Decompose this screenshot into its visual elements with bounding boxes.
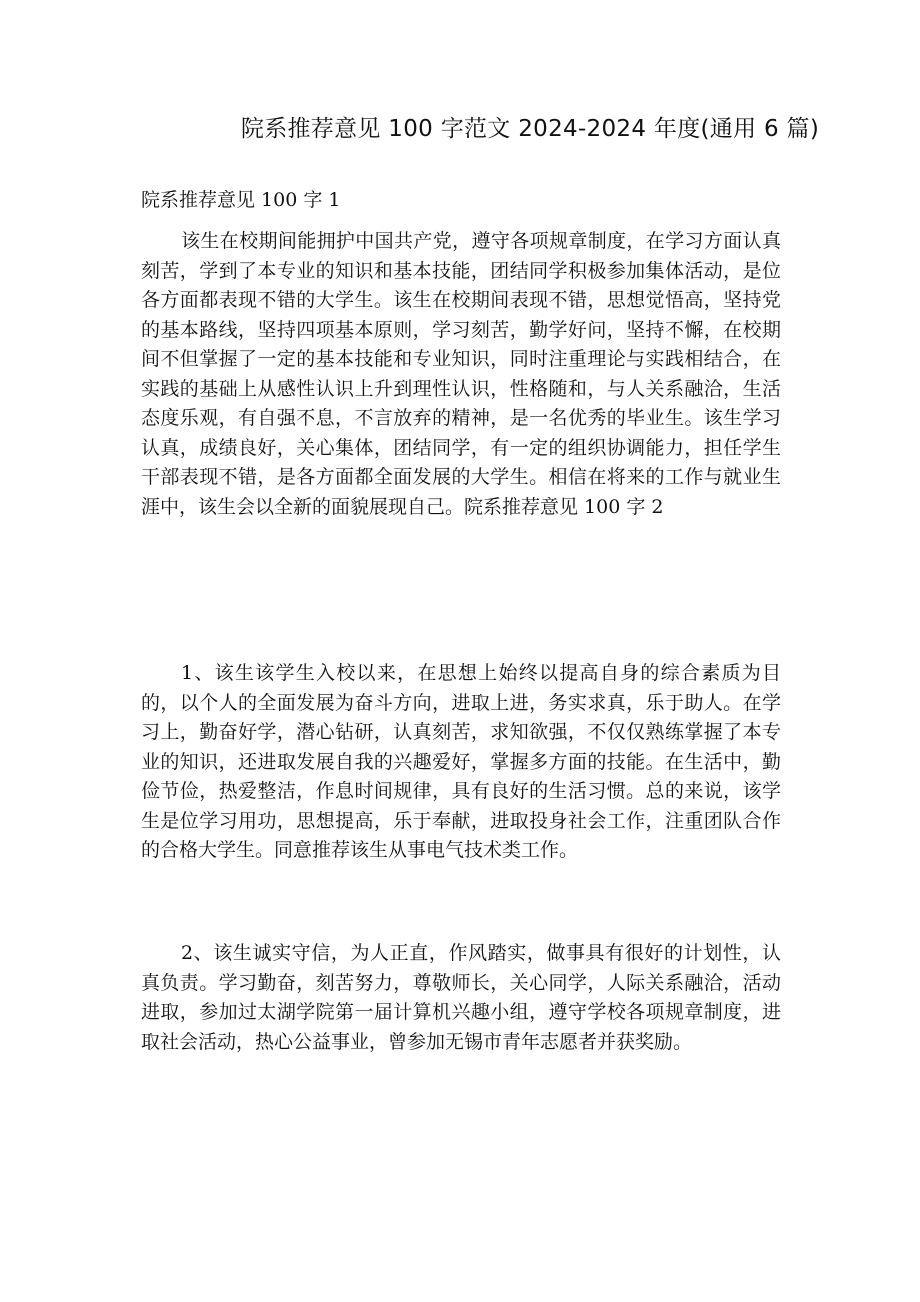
- section-heading: 院系推荐意见 100 字 1: [141, 189, 341, 211]
- paragraph: 2、该生诚实守信，为人正直，作风踏实，做事具有很好的计划性，认真负责。学习勤奋，刻苦努力，尊敬师长，关心同学，人际关系融洽，活动进取，参加过太湖学院第一届计算机兴趣小组，遵守学校各项规章制度，进取社会活动，热心公益事业，曾参加无锡市青年志愿者并获奖励。: [141, 942, 781, 1053]
- document-title: 院系推荐意见 100 字范文 2024-2024 年度(通用 6 篇): [240, 116, 820, 142]
- paragraph: 1、该生该学生入校以来，在思想上始终以提高自身的综合素质为目的，以个人的全面发展为奋斗方向，进取上进，务实求真，乐于助人。在学习上，勤奋好学，潜心钻研，认真刻苦，求知欲强，不仅仅熟练掌握了本专业的知识，还进取发展自我的兴趣爱好，掌握多方面的技能。在生活中，勤俭节俭，热爱整洁，作息时间规律，具有良好的生活习惯。总的来说，该学生是位学习用功，思想提高，乐于奉献，进取投身社会工作，注重团队合作的合格大学生。同意推荐该生从事电气技术类工作。: [141, 662, 781, 861]
- paragraph: 该生在校期间能拥护中国共产党，遵守各项规章制度，在学习方面认真刻苦，学到了本专业的知识和基本技能，团结同学积极参加集体活动，是位各方面都表现不错的大学生。该生在校期间表现不错，思想觉悟高，坚持党的基本路线，坚持四项基本原则，学习刻苦，勤学好问，坚持不懈，在校期间不但掌握了一定的基本技能和专业知识，同时注重理论与实践相结合，在实践的基础上从感性认识上升到理性认识，性格随和，与人关系融洽，生活态度乐观，有自强不息，不言放弃的精神，是一名优秀的毕业生。该生学习认真，成绩良好，关心集体，团结同学，有一定的组织协调能力，担任学生干部表现不错，是各方面都全面发展的大学生。相信在将来的工作与就业生涯中，该生会以全新的面貌展现自己。院系推荐意见 100 字 2: [141, 230, 781, 518]
